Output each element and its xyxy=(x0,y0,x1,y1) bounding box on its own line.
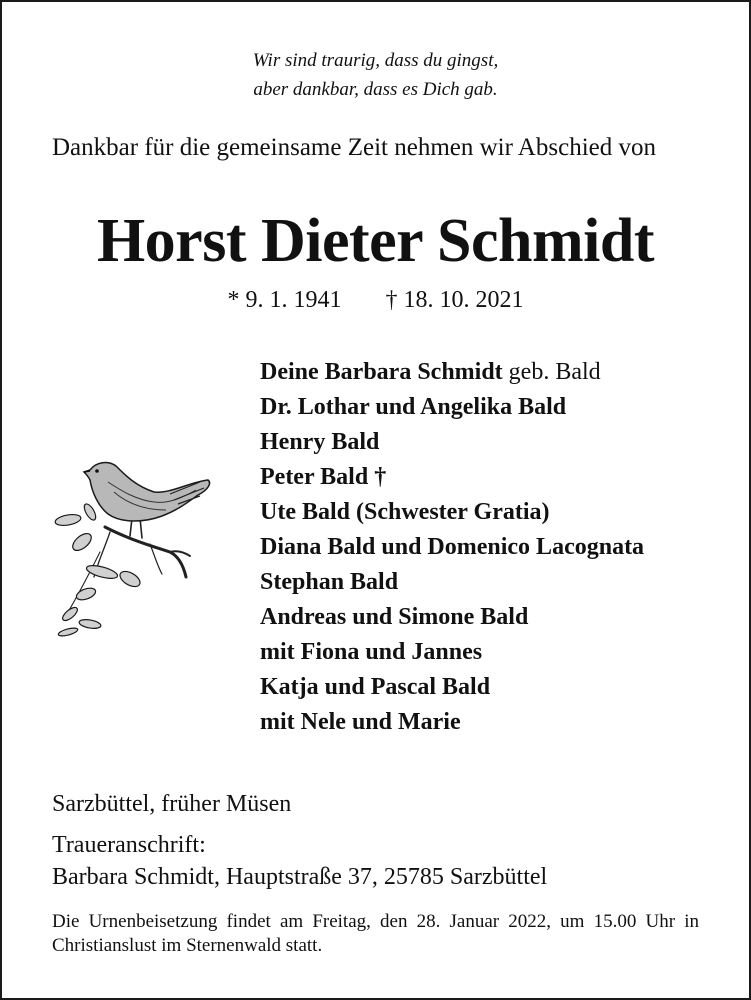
bird-on-branch-icon xyxy=(50,452,230,652)
mourner-entry xyxy=(260,425,730,460)
mourner-name: Peter Bald † xyxy=(260,464,387,490)
mourner-name: Dr. Lothar und Angelika Bald xyxy=(260,394,567,420)
burial-notice: Die Urnenbeisetzung findet am Freitag, den 28. Januar 2022, um 15.00 Uhr in Christianslust im Sternenwald statt. xyxy=(52,911,699,956)
mourner-name: mit Fiona und Jannes xyxy=(260,639,483,665)
motto-line-1: Wir sind traurig, dass du gingst, xyxy=(252,50,499,71)
mourner-entry xyxy=(260,670,730,705)
residence-place: Sarzbüttel, früher Müsen xyxy=(52,791,292,817)
condolence-address xyxy=(52,829,547,893)
mourner-name: Ute Bald (Schwester Gratia) xyxy=(260,499,550,525)
mourner-name: Henry Bald xyxy=(260,429,380,455)
mourner-entry xyxy=(260,600,730,635)
mourner-entry xyxy=(260,390,730,425)
deceased-name: Horst Dieter Schmidt xyxy=(96,207,655,275)
mourner-entry xyxy=(260,460,730,495)
mourner-entry xyxy=(260,565,730,600)
motto xyxy=(2,46,749,104)
death-date: † 18. 10. 2021 xyxy=(385,287,524,313)
mourner-name: Deine Barbara Schmidt xyxy=(260,359,503,385)
mourner-note: geb. Bald xyxy=(502,359,601,385)
birth-date: * 9. 1. 1941 xyxy=(227,287,342,313)
mourner-name: mit Nele und Marie xyxy=(260,709,461,735)
motto-line-2: aber dankbar, dass es Dich gab. xyxy=(253,79,498,100)
mourner-name: Andreas und Simone Bald xyxy=(260,604,529,630)
mourner-entry xyxy=(260,530,730,565)
mourner-entry xyxy=(260,355,730,390)
mourner-name: Stephan Bald xyxy=(260,569,399,595)
mourner-entry xyxy=(260,635,730,670)
address-value: Barbara Schmidt, Hauptstraße 37, 25785 Sarzbüttel xyxy=(52,864,548,890)
mourner-entry xyxy=(260,705,730,740)
intro-text: Dankbar für die gemeinsame Zeit nehmen wir Abschied von xyxy=(52,134,656,161)
mourner-name: Diana Bald und Domenico Lacognata xyxy=(260,534,645,560)
mourner-name: Katja und Pascal Bald xyxy=(260,674,491,700)
address-label: Traueranschrift: xyxy=(52,832,206,858)
life-dates xyxy=(2,285,749,315)
mourner-entry xyxy=(260,495,730,530)
mourners-list xyxy=(260,355,730,740)
